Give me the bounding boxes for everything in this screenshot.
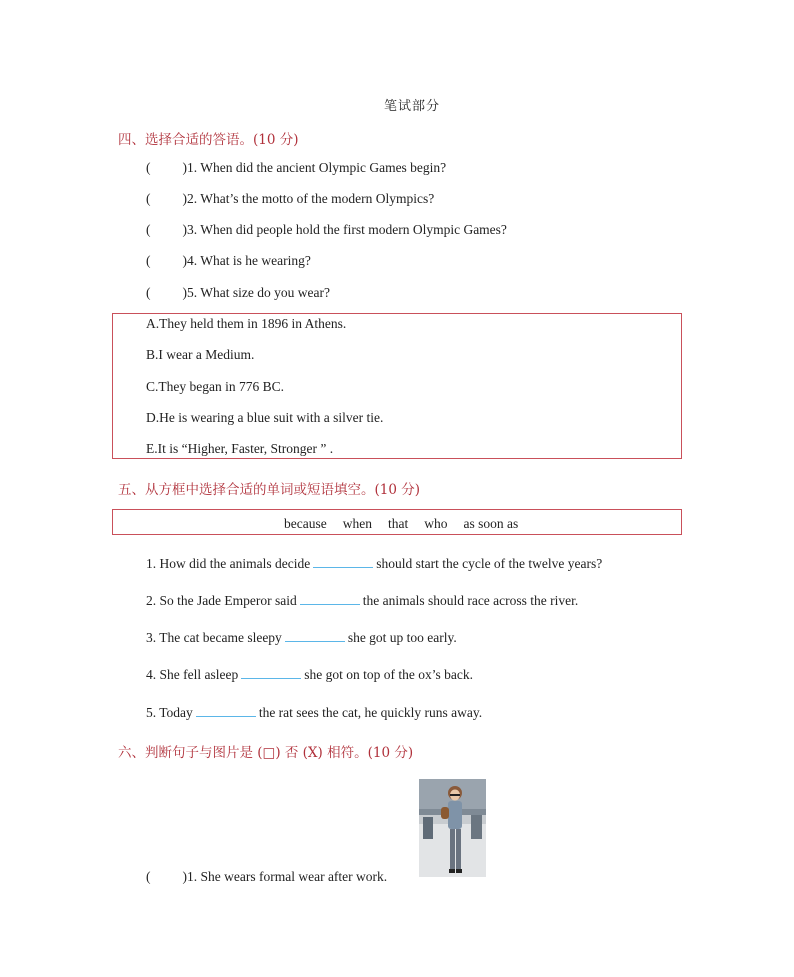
word-bank-item: as soon as [463, 516, 519, 531]
fill-sentence [146, 666, 473, 683]
section-6-heading: 六、判断句子与图片是 (□) 否 (X) 相符。(10 分) [118, 745, 414, 761]
sentence-after: should start the cycle of the twelve years? [376, 556, 603, 571]
option-b: B.I wear a Medium. [146, 347, 255, 362]
question-row [146, 285, 330, 301]
option-a: A.They held them in 1896 in Athens. [146, 316, 347, 331]
question-text: )5. What size do you wear? [182, 285, 330, 300]
option-d: D.He is wearing a blue suit with a silver tie. [146, 410, 384, 425]
question-row [146, 191, 434, 207]
sentence-before: 2. So the Jade Emperor said [146, 593, 297, 608]
option-e: E.It is “Higher, Faster, Stronger ” . [146, 441, 334, 456]
question-text: )4. What is he wearing? [182, 253, 311, 268]
word-bank-item: because [284, 516, 327, 531]
sentence-before: 4. She fell asleep [146, 667, 239, 682]
section-4-heading: 四、选择合适的答语。(10 分) [118, 132, 299, 148]
question-text: )3. When did people hold the first modern Olympic Games? [182, 222, 507, 237]
word-bank-item: who [424, 516, 448, 531]
question-text: )2. What’s the motto of the modern Olympics? [182, 191, 435, 206]
fill-sentence [146, 592, 578, 609]
woman-walking-photo [419, 779, 486, 877]
question-text: )1. When did the ancient Olympic Games begin? [182, 160, 447, 175]
fill-sentence [146, 704, 482, 721]
question-row [146, 222, 507, 238]
word-bank [284, 516, 534, 532]
sentence-after: she got on top of the ox’s back. [304, 667, 473, 682]
word-bank-item: that [387, 516, 409, 531]
fill-blank[interactable] [285, 629, 345, 642]
question-row [146, 160, 446, 176]
page-title: 笔试部分 [383, 99, 440, 114]
option-c: C.They began in 776 BC. [146, 379, 284, 394]
answer-paren-open: ( [146, 285, 151, 300]
question-row [146, 253, 311, 269]
sentence-after: the rat sees the cat, he quickly runs away. [258, 705, 483, 720]
answer-paren-open: ( [146, 222, 151, 237]
fill-blank[interactable] [300, 592, 360, 605]
answer-paren-open: ( [146, 191, 151, 206]
answer-paren-open: ( [146, 253, 151, 268]
sentence-after: the animals should race across the river. [362, 593, 579, 608]
question-row [146, 869, 387, 885]
sentence-after: she got up too early. [347, 630, 457, 645]
fill-blank[interactable] [196, 704, 256, 717]
sentence-before: 1. How did the animals decide [146, 556, 311, 571]
sentence-before: 5. Today [146, 705, 193, 720]
answer-paren-open: ( [146, 869, 151, 884]
word-bank-item: when [342, 516, 372, 531]
fill-blank[interactable] [241, 666, 301, 679]
question-text: )1. She wears formal wear after work. [182, 869, 388, 884]
fill-sentence [146, 555, 602, 572]
fill-sentence [146, 629, 457, 646]
answer-paren-open: ( [146, 160, 151, 175]
section-5-heading: 五、从方框中选择合适的单词或短语填空。(10 分) [118, 482, 421, 498]
sentence-before: 3. The cat became sleepy [146, 630, 282, 645]
fill-blank[interactable] [313, 555, 373, 568]
